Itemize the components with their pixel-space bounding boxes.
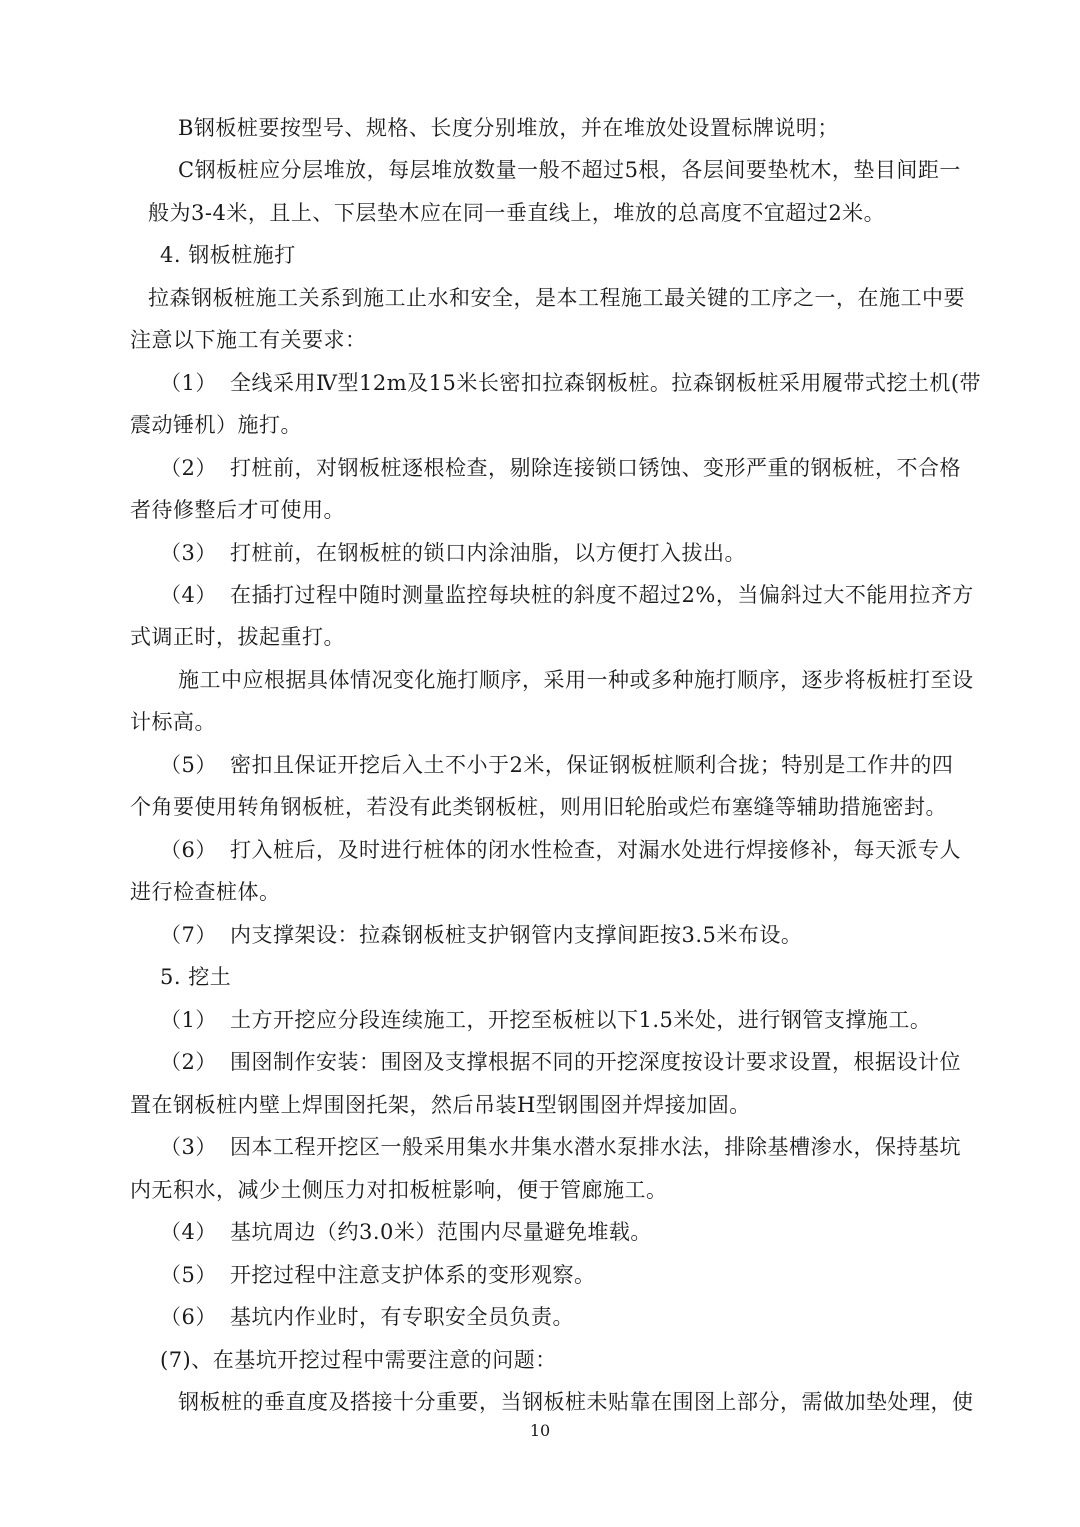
list-item: （5） 开挖过程中注意支护体系的变形观察。	[0, 1260, 1080, 1290]
text-line: 拉森钢板桩施工关系到施工止水和安全，是本工程施工最关键的工序之一，在施工中要	[148, 286, 965, 310]
list-item: （6） 打入桩后，及时进行桩体的闭水性检查，对漏水处进行焊接修补，每天派专人	[0, 835, 1080, 865]
text-line: 个角要使用转角钢板桩，若没有此类钢板桩，则用旧轮胎或烂布塞缝等辅助措施密封。	[130, 795, 947, 819]
text-line: B钢板桩要按型号、规格、长度分别堆放，并在堆放处设置标牌说明；	[178, 116, 839, 140]
item-number: （6）	[160, 838, 217, 862]
text-line: 内无积水，减少土侧压力对扣板桩影响，便于管廊施工。	[130, 1178, 668, 1202]
item-number: （3）	[160, 1135, 217, 1159]
list-item: （1） 全线采用Ⅳ型12m及15米长密扣拉森钢板桩。拉森钢板桩采用履带式挖土机(带	[0, 368, 1080, 398]
item-number: （6）	[160, 1305, 217, 1329]
item-number: （5）	[160, 753, 217, 777]
item-number: （4）	[160, 583, 217, 607]
list-item: （5） 密扣且保证开挖后入土不小于2米，保证钢板桩顺利合拢；特别是工作井的四	[0, 750, 1080, 780]
list-item: （6） 基坑内作业时，有专职安全员负责。	[0, 1302, 1080, 1332]
item-number: （1）	[160, 371, 217, 395]
list-item: （2） 打桩前，对钢板桩逐根检查，剔除连接锁口锈蚀、变形严重的钢板桩，不合格	[0, 453, 1080, 483]
text-line: 者待修整后才可使用。	[130, 498, 345, 522]
item-number: （7）	[160, 923, 217, 947]
text-line: 计标高。	[130, 710, 216, 734]
item-number: （2）	[160, 456, 217, 480]
item-number: （4）	[160, 1220, 217, 1244]
text-line: 震动锤机）施打。	[130, 413, 302, 437]
text-line: 式调正时，拔起重打。	[130, 625, 345, 649]
list-item: （7） 内支撑架设：拉森钢板桩支护钢管内支撑间距按3.5米布设。	[0, 920, 1080, 950]
page-number: 10	[529, 1421, 551, 1440]
list-item: （1） 土方开挖应分段连续施工，开挖至板桩以下1.5米处，进行钢管支撑施工。	[0, 1005, 1080, 1035]
text-line: 钢板桩的垂直度及搭接十分重要，当钢板桩未贴靠在围囹上部分，需做加垫处理，使	[178, 1390, 974, 1414]
text-line: 注意以下施工有关要求：	[130, 328, 367, 352]
text-line: 置在钢板桩内壁上焊围囹托架，然后吊装H型钢围囹并焊接加固。	[130, 1093, 751, 1117]
text-line: 施工中应根据具体情况变化施打顺序，采用一种或多种施打顺序，逐步将板桩打至设	[178, 668, 974, 692]
section-heading: 4. 钢板桩施打	[160, 243, 296, 267]
list-item: （4） 在插打过程中随时测量监控每块桩的斜度不超过2%，当偏斜过大不能用拉齐方	[0, 580, 1080, 610]
list-item: （2） 围囹制作安装：围囹及支撑根据不同的开挖深度按设计要求设置，根据设计位	[0, 1047, 1080, 1077]
item-number: （1）	[160, 1008, 217, 1032]
item-number: （3）	[160, 541, 217, 565]
list-item: （4） 基坑周边（约3.0米）范围内尽量避免堆载。	[0, 1217, 1080, 1247]
text-line: 进行检查桩体。	[130, 880, 281, 904]
text-line: C钢板桩应分层堆放，每层堆放数量一般不超过5根，各层间要垫枕木，垫目间距一	[178, 158, 961, 182]
list-item: （3） 因本工程开挖区一般采用集水井集水潜水泵排水法，排除基槽渗水，保持基坑	[0, 1132, 1080, 1162]
item-number: （2）	[160, 1050, 217, 1074]
item-number: （5）	[160, 1263, 217, 1287]
list-item: （3） 打桩前，在钢板桩的锁口内涂油脂，以方便打入拔出。	[0, 538, 1080, 568]
section-heading: 5. 挖土	[160, 965, 232, 989]
text-line: 般为3-4米，且上、下层垫木应在同一垂直线上，堆放的总高度不宜超过2米。	[148, 201, 886, 225]
text-line: (7)、在基坑开挖过程中需要注意的问题：	[160, 1348, 557, 1372]
